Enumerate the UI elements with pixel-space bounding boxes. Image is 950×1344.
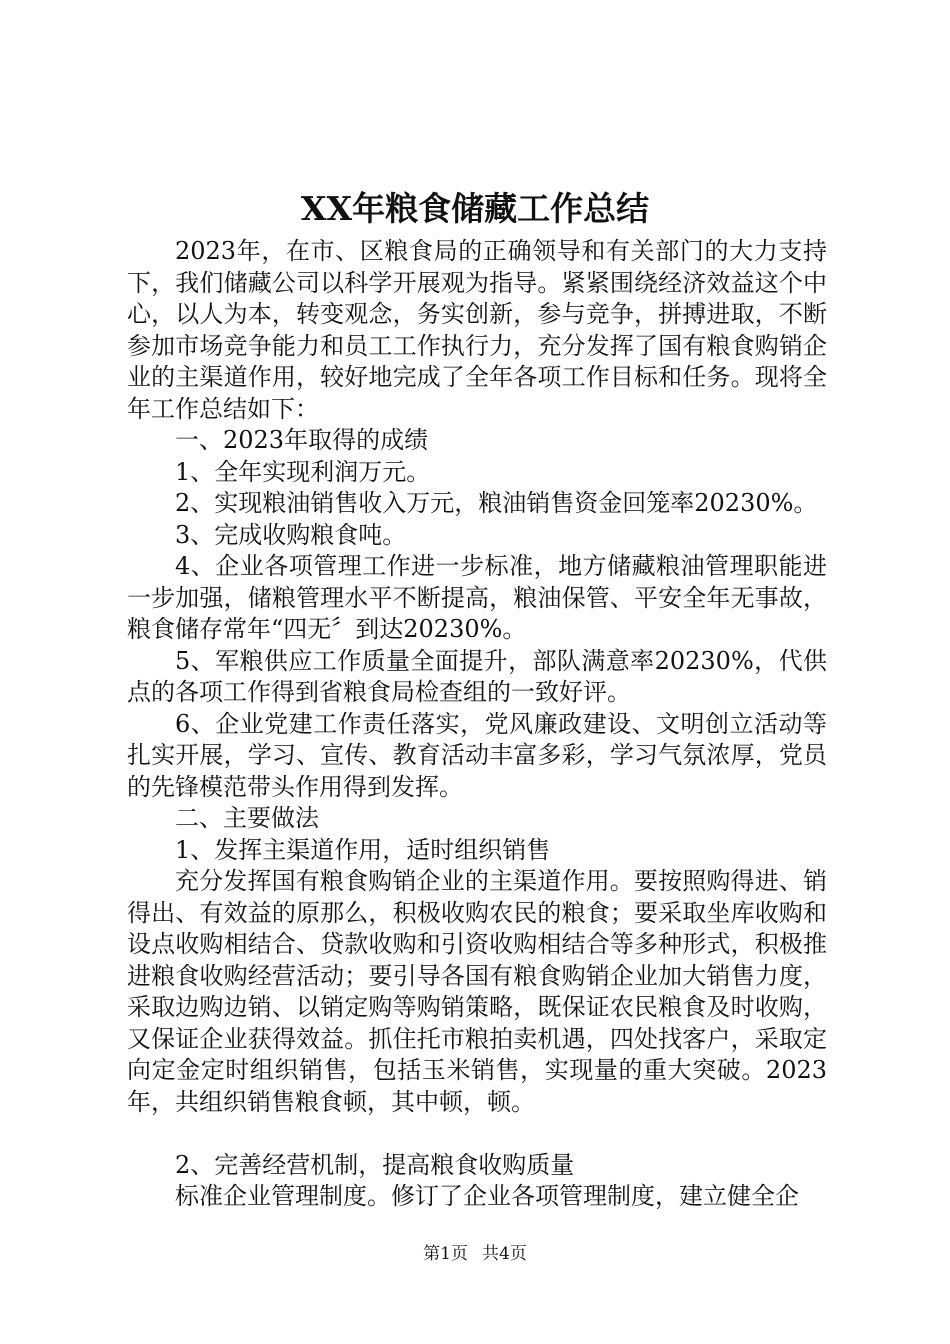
paragraph-sales: 充分发挥国有粮食购销企业的主渠道作用。要按照购得进、销得出、有效益的原那么，积极收购农民的粮食；要采取坐库收购和设点收购相结合、贷款收购和引资收购相结合等多种形式，积极推进粮食收购经营活动；要引导各国有粮食购销企业加大销售力度，采取边购边销、以销定购等购销策略，既保证农民粮食及时收购，又保证企业获得效益。抓住托市粮拍卖机遇，四处找客户，采取定向定金定时组织销售，包括玉米销售，实现量的重大突破。2023年，共组织销售粮食顿，其中顿，顿。 <box>127 867 827 1116</box>
list-item: 1、全年实现利润万元。 <box>175 457 431 486</box>
section-heading-achievements: 一、2023年取得的成绩 <box>175 426 429 454</box>
section-heading-methods: 二、主要做法 <box>175 804 319 832</box>
document-body <box>127 236 827 1213</box>
document-title: XX年粮食储藏工作总结 <box>300 189 650 228</box>
list-item: 3、完成收购粮食吨。 <box>175 520 407 549</box>
subsection-heading: 1、发挥主渠道作用，适时组织销售 <box>175 835 551 864</box>
list-item: 4、企业各项管理工作进一步标准，地方储藏粮油管理职能进一步加强，储粮管理水平不断提高，粮油保管、平安全年无事故，粮食储存常年“四无〞到达20230%。 <box>127 552 827 643</box>
list-item: 5、军粮供应工作质量全面提升，部队满意率20230%，代供点的各项工作得到省粮食局检查组的一致好评。 <box>127 646 827 706</box>
list-item: 2、实现粮油销售收入万元，粮油销售资金回笼率20230%。 <box>175 489 818 517</box>
paragraph-management: 标准企业管理制度。修订了企业各项管理制度，建立健全企 <box>175 1182 799 1210</box>
subsection-heading: 2、完善经营机制，提高粮食收购质量 <box>175 1150 575 1179</box>
page-number: 第1页 <box>423 1244 468 1264</box>
paragraph-intro: 2023年，在市、区粮食局的正确领导和有关部门的大力支持下，我们储藏公司以科学开展观为指导。紧紧围绕经济效益这个中心，以人为本，转变观念，务实创新，参与竞争，拼搏进取，不断参加市场竞争能力和员工工作执行力，充分发挥了国有粮食购销企业的主渠道作用，较好地完成了全年各项工作目标和任务。现将全年工作总结如下： <box>127 237 827 423</box>
list-item: 6、企业党建工作责任落实，党风廉政建设、文明创立活动等扎实开展，学习、宣传、教育活动丰富多彩，学习气氛浓厚，党员的先锋模范带头作用得到发挥。 <box>127 709 827 801</box>
page-footer <box>0 1242 950 1266</box>
page-total: 共4页 <box>482 1244 527 1264</box>
paragraph-spacer <box>127 1118 827 1150</box>
